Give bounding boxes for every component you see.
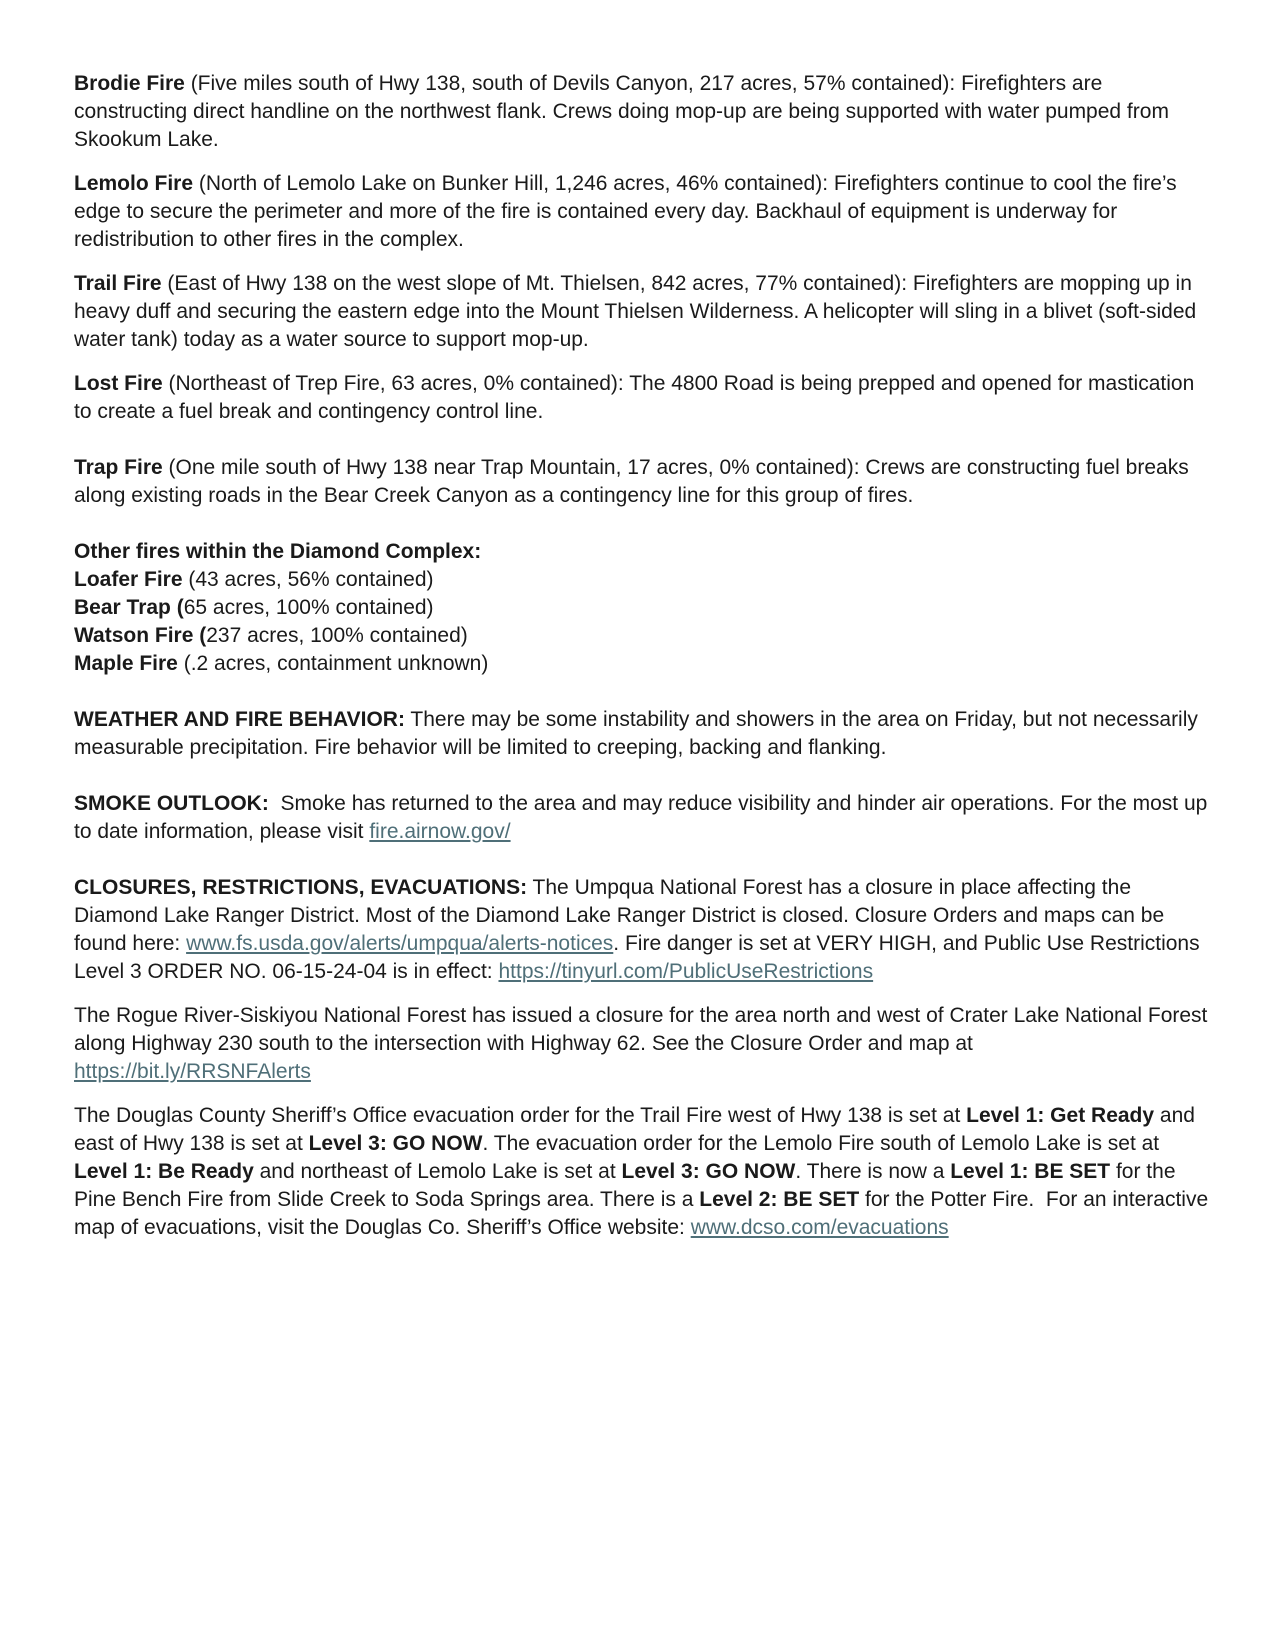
weather-label: WEATHER AND FIRE BEHAVIOR: (74, 708, 405, 731)
douglas-text: and northeast of Lemolo Lake is set at (253, 1160, 622, 1183)
douglas-text: . The evacuation order for the Lemolo Fire south of Lemolo Lake is set at (482, 1132, 1160, 1155)
fire-description: (East of Hwy 138 on the west slope of Mt. Thielsen, 842 acres, 77% contained): Firefighters are mopping up in heavy duff and securing the eastern edge into the Mount Thielsen Wilderness. A helicopter will sling in a blivet (soft-sided water tank) today as a water source to support mop-up. (74, 272, 1197, 351)
closures-text: The Umpqua National Forest has a closure in place affecting the Diamond Lake Ranger District. Most of the Diamond Lake Ranger District is closed. Closure Orders and maps can be found here: (74, 876, 1165, 955)
fire-description: (Northeast of Trep Fire, 63 acres, 0% contained): The 4800 Road is being prepped and opened for mastication to create a fuel break and contingency control line. (74, 372, 1195, 423)
smoke-label: SMOKE OUTLOOK: (74, 792, 269, 815)
douglas-text: . There is now a (795, 1160, 951, 1183)
list-item (74, 594, 1214, 622)
evac-level: Level 1: BE SET (950, 1160, 1111, 1183)
smoke-paragraph (74, 790, 1214, 846)
fire-detail: (43 acres, 56% contained) (188, 568, 434, 591)
evac-level: Level 1: Be Ready (74, 1160, 254, 1183)
weather-text: There may be some instability and showers in the area on Friday, but not necessarily measurable precipitation. Fire behavior will be limited to creeping, backing and flanking. (74, 708, 1198, 759)
fire-name: Watson Fire ( (74, 624, 207, 647)
fire-name: Trap Fire (74, 456, 163, 479)
other-fires-heading (74, 538, 1214, 566)
fire-paragraph-trail (74, 270, 1214, 354)
fire-description: (One mile south of Hwy 138 near Trap Mountain, 17 acres, 0% contained): Crews are constructing fuel breaks along existing roads in the Bear Creek Canyon as a contingency line for this group of fires. (74, 456, 1189, 507)
other-fires-list (74, 538, 1214, 678)
douglas-text: for the Potter Fire. For an interactive map of evacuations, visit the Douglas Co. Sheriff’s Office website: (74, 1188, 1214, 1239)
douglas-county-paragraph (74, 1102, 1214, 1242)
smoke-text: Smoke has returned to the area and may reduce visibility and hinder air operations. For the most up to date information, please visit (74, 792, 1214, 843)
fire-name: Loafer Fire (74, 568, 189, 591)
fire-name: Trail Fire (74, 272, 162, 295)
fire-paragraph-trap (74, 454, 1214, 510)
fire-name: Bear Trap ( (74, 596, 184, 619)
rogue-river-text: The Rogue River-Siskiyou National Forest has issued a closure for the area north and west of Crater Lake National Forest along Highway 230 south to the intersection with Highway 62. See the Closure Order and map at (74, 1004, 1208, 1055)
fire-description: (Five miles south of Hwy 138, south of Devils Canyon, 217 acres, 57% contained): Firefighters are constructing direct handline on the northwest flank. Crews doing mop-up are being supported with water pumped from Skookum Lake. (74, 72, 1169, 151)
rrsnf-alerts-link[interactable]: https://bit.ly/RRSNFAlerts (74, 1060, 311, 1083)
fire-name: Lemolo Fire (74, 172, 194, 195)
fire-name: Brodie Fire (74, 72, 185, 95)
document-page (74, 70, 1214, 1242)
fire-paragraph-brodie (74, 70, 1214, 154)
usda-alerts-link[interactable]: www.fs.usda.gov/alerts/umpqua/alerts-notices (186, 932, 614, 955)
fire-detail: (.2 acres, containment unknown) (183, 652, 489, 675)
list-item (74, 650, 1214, 678)
dcso-evacuations-link[interactable]: www.dcso.com/evacuations (690, 1216, 949, 1239)
weather-paragraph (74, 706, 1214, 762)
airnow-link[interactable]: fire.airnow.gov/ (369, 820, 511, 843)
fire-detail: 237 acres, 100% contained) (206, 624, 468, 647)
rogue-river-paragraph (74, 1002, 1214, 1086)
list-item (74, 566, 1214, 594)
fire-paragraph-lemolo (74, 170, 1214, 254)
other-fires-heading-text: Other fires within the Diamond Complex: (74, 540, 482, 563)
fire-detail: 65 acres, 100% contained) (183, 596, 434, 619)
douglas-text: and east of Hwy 138 is set at (74, 1104, 1195, 1155)
fire-description: (North of Lemolo Lake on Bunker Hill, 1,246 acres, 46% contained): Firefighters continue to cool the fire’s edge to secure the perimeter and more of the fire is contained every day. Backhaul of equipment is underway for redistribution to other fires in the complex. (74, 172, 1177, 251)
public-use-restrictions-link[interactable]: https://tinyurl.com/PublicUseRestrictions (498, 960, 874, 983)
evac-level: Level 3: GO NOW (621, 1160, 796, 1183)
fire-name: Lost Fire (74, 372, 163, 395)
evac-level: Level 3: GO NOW (308, 1132, 483, 1155)
closures-paragraph (74, 874, 1214, 986)
evac-level: Level 1: Get Ready (966, 1104, 1155, 1127)
closures-text: . Fire danger is set at VERY HIGH, and Public Use Restrictions Level 3 ORDER NO. 06-15-24-04 is in effect: (74, 932, 1200, 983)
douglas-text: The Douglas County Sheriff’s Office evacuation order for the Trail Fire west of Hwy 138 is set at (74, 1104, 967, 1127)
list-item (74, 622, 1214, 650)
evac-level: Level 2: BE SET (699, 1188, 860, 1211)
douglas-text: for the Pine Bench Fire from Slide Creek to Soda Springs area. There is a (74, 1160, 1176, 1211)
fire-paragraph-lost (74, 370, 1214, 426)
closures-label: CLOSURES, RESTRICTIONS, EVACUATIONS: (74, 876, 528, 899)
fire-name: Maple Fire (74, 652, 184, 675)
